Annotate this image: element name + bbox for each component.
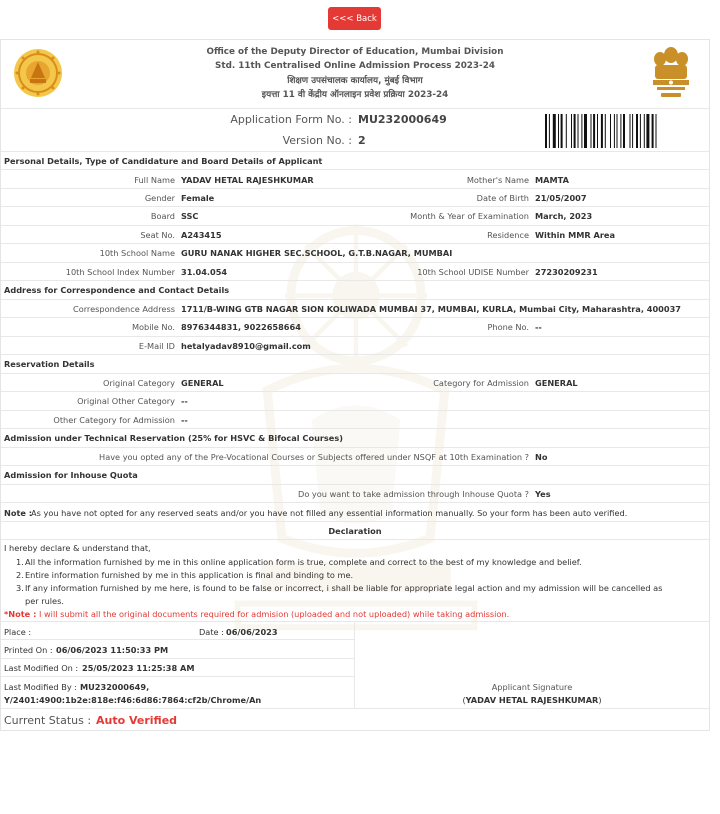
header-line-4: इयत्ता 11 वी केंद्रीय ऑनलाइन प्रवेश प्रक्रिया 2023-24 — [261, 89, 449, 100]
section-address-row — [1, 280, 709, 299]
section-inhouse-title: Admission for Inhouse Quota — [4, 470, 138, 480]
nsqf-answer: No — [535, 452, 548, 462]
printed-label: Printed On : — [4, 645, 53, 655]
declaration-item-2-text: Entire information furnished by me in this application is final and binding to me. — [25, 570, 354, 580]
other-category-admission-label: Other Category for Admission — [53, 415, 175, 425]
section-reservation-row — [1, 354, 709, 373]
section-technical-title: Admission under Technical Reservation (25% for HSVC & Bifocal Courses) — [4, 433, 343, 443]
declaration-title: Declaration — [328, 526, 382, 536]
original-other-category-label: Original Other Category — [77, 396, 175, 406]
board-label: Board — [150, 211, 175, 221]
declaration-item-2: 2. Entire information furnished by me in this application is final and binding to me. — [16, 570, 354, 580]
seat-no-label: Seat No. — [140, 230, 175, 240]
maharashtra-seal-icon — [13, 48, 63, 98]
declaration-item-3-text: If any information furnished by me here, is found to be false or incorrect, i shall be liable for appropriate legal action and my admission will be cancelled as — [25, 583, 663, 593]
auto-verify-note-row — [1, 502, 709, 521]
exam-month-year-label: Month & Year of Examination — [410, 211, 529, 221]
admission-category-label: Category for Admission — [433, 378, 529, 388]
gender-label: Gender — [144, 193, 175, 203]
header-line-3: शिक्षण उपसंचालक कार्यालय, मुंबई विभाग — [287, 75, 423, 86]
status-label: Current Status : — [4, 714, 92, 727]
dob-value: 21/05/2007 — [535, 193, 587, 203]
modified-row — [1, 658, 354, 676]
section-personal-title: Personal Details, Type of Candidature and Board Details of Applicant — [4, 156, 323, 166]
version-label: Version No. : — [282, 134, 352, 147]
printed-value: 06/06/2023 11:50:33 PM — [56, 645, 169, 655]
header-titles — [71, 45, 639, 102]
printed-row — [1, 639, 354, 658]
note-label: Note : — [4, 508, 33, 518]
original-other-category-row — [1, 391, 709, 410]
board-row — [1, 206, 709, 225]
documents-note-text: I will submit all the original documents required for admision (uploaded and not uploaded) while taking admission. — [38, 609, 510, 619]
signature-name-line — [355, 695, 709, 705]
signature-open-paren: ( — [462, 695, 466, 705]
signature-close-paren: ) — [598, 695, 602, 705]
date-label: Date : — [199, 627, 224, 637]
seat-no-value: A243415 — [181, 230, 222, 240]
gender-row — [1, 188, 709, 206]
full-name-row — [1, 169, 709, 188]
application-number-row — [1, 108, 709, 151]
modified-by-row — [1, 676, 354, 708]
modified-by-value: MU232000649, — [80, 682, 150, 692]
declaration-header-row — [1, 521, 709, 539]
mother-name-label: Mother's Name — [466, 175, 529, 185]
mobile-label: Mobile No. — [131, 322, 175, 332]
full-name-value: YADAV HETAL RAJESHKUMAR — [181, 175, 314, 185]
section-technical-row — [1, 428, 709, 447]
school-index-value: 31.04.054 — [181, 267, 228, 277]
correspondence-address-label: Correspondence Address — [72, 304, 175, 314]
school-index-row — [1, 262, 709, 280]
mother-name-value: MAMTA — [535, 175, 569, 185]
correspondence-row — [1, 299, 709, 317]
school-name-value: GURU NANAK HIGHER SEC.SCHOOL, G.T.B.NAGAR, MUMBAI — [181, 248, 453, 258]
declaration-item-3-cont — [25, 596, 64, 606]
section-personal-row — [1, 151, 709, 169]
mobile-row — [1, 317, 709, 336]
note-text: As you have not opted for any reserved seats and/or you have not filled any essential information manually. So your form has been auto verified. — [31, 508, 628, 518]
signature-box — [355, 621, 709, 708]
dob-label: Date of Birth — [476, 193, 529, 203]
full-name-label: Full Name — [134, 175, 175, 185]
modified-by-agent: Y/2401:4900:1b2e:818e:f46:6d86:7864:cf2b/Chrome/An — [4, 695, 262, 705]
email-value: hetalyadav8910@gmail.com — [181, 341, 311, 351]
inhouse-row — [1, 484, 709, 502]
original-other-category-value: -- — [181, 396, 188, 406]
phone-value: -- — [535, 322, 542, 332]
correspondence-address-value: 1711/B-WING GTB NAGAR SION KOLIWADA MUMBAI 37, MUMBAI, KURLA, Mumbai City, Maharashtra, 400037 — [181, 304, 681, 314]
mobile-value: 8976344831, 9022658664 — [181, 322, 301, 332]
header-line-2: Std. 11th Centralised Online Admission Process 2023-24 — [215, 61, 495, 72]
board-value: SSC — [181, 211, 199, 221]
declaration-item-1: 1. All the information furnished by me in this online application form is true, complete and correct to the best of my knowledge and belief. — [16, 557, 582, 567]
seat-row — [1, 225, 709, 243]
signature-name: YADAV HETAL RAJESHKUMAR — [465, 695, 599, 705]
udise-value: 27230209231 — [535, 267, 598, 277]
status-value: Auto Verified — [96, 714, 178, 727]
original-category-row — [1, 373, 709, 391]
declaration-body — [1, 539, 709, 621]
section-reservation-title: Reservation Details — [4, 359, 95, 369]
phone-label: Phone No. — [487, 322, 529, 332]
other-category-admission-row — [1, 410, 709, 428]
ashoka-emblem-icon — [647, 45, 695, 101]
modified-value: 25/05/2023 11:25:38 AM — [82, 663, 195, 673]
school-index-label: 10th School Index Number — [65, 267, 175, 277]
application-form-sheet — [0, 39, 710, 731]
email-label: E-Mail ID — [138, 341, 175, 351]
nsqf-row — [1, 447, 709, 465]
declaration-intro: I hereby declare & understand that, — [4, 543, 151, 553]
declaration-item-3-cont-text: per rules. — [25, 596, 64, 606]
gender-value: Female — [181, 193, 215, 203]
original-category-label: Original Category — [102, 378, 175, 388]
version-value: 2 — [358, 134, 366, 147]
form-header — [1, 40, 709, 108]
header-line-1: Office of the Deputy Director of Education, Mumbai Division — [206, 47, 504, 57]
section-address-title: Address for Correspondence and Contact Details — [4, 285, 230, 295]
residence-label: Residence — [487, 230, 529, 240]
place-date-row — [1, 621, 354, 639]
other-category-admission-value: -- — [181, 415, 188, 425]
barcode-icon — [545, 114, 695, 148]
declaration-item-1-text: All the information furnished by me in this online application form is true, complete and correct to the best of my knowledge and belief. — [25, 557, 582, 567]
back-button[interactable]: <<< Back — [328, 7, 381, 30]
original-category-value: GENERAL — [181, 378, 224, 388]
place-label: Place : — [4, 627, 32, 637]
inhouse-question: Do you want to take admission through Inhouse Quota ? — [298, 489, 529, 499]
exam-month-year-value: March, 2023 — [535, 211, 593, 221]
date-value: 06/06/2023 — [226, 627, 278, 637]
section-inhouse-row — [1, 465, 709, 484]
school-name-label: 10th School Name — [99, 248, 175, 258]
form-no-label: Application Form No. : — [230, 113, 352, 126]
admission-category-value: GENERAL — [535, 378, 578, 388]
form-no-value: MU232000649 — [358, 113, 447, 126]
modified-label: Last Modified On : — [4, 663, 79, 673]
modified-by-label: Last Modified By : — [4, 682, 78, 692]
signature-label: Applicant Signature — [491, 682, 573, 692]
email-row — [1, 336, 709, 354]
inhouse-answer: Yes — [535, 489, 551, 499]
udise-label: 10th School UDISE Number — [417, 267, 529, 277]
current-status-row — [1, 708, 709, 731]
nsqf-question: Have you opted any of the Pre-Vocational Courses or Subjects offered under NSQF at 10th Examination ? — [99, 452, 529, 462]
residence-value: Within MMR Area — [535, 230, 615, 240]
documents-note-label: *Note : — [4, 609, 37, 619]
school-name-row — [1, 243, 709, 262]
declaration-item-3: 3. If any information furnished by me here, is found to be false or incorrect, i shall be liable for appropriate legal action and my admission will be cancelled as — [16, 583, 663, 593]
documents-note — [4, 609, 509, 619]
